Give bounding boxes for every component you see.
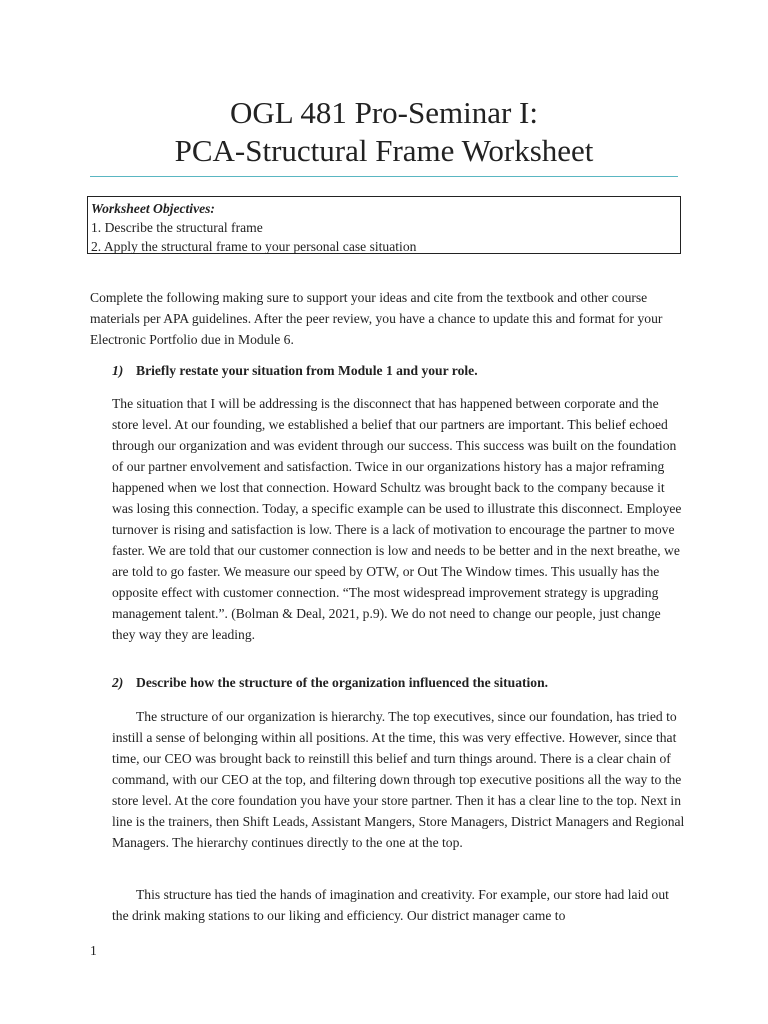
title-line-2: PCA-Structural Frame Worksheet [174,133,594,168]
page-number: 1 [90,943,97,958]
objectives-heading: Worksheet Objectives: [91,201,215,216]
question-text: Describe how the structure of the organization influenced the situation. [136,675,549,690]
question-text: Briefly restate your situation from Module 1 and your role. [136,363,478,378]
objective-item: 1. Describe the structural frame [91,220,263,235]
title-line-1: OGL 481 Pro-Seminar I: [230,95,538,130]
intro-paragraph: Complete the following making sure to support your ideas and cite from the textbook and other course materials per APA guidelines. After the peer review, you have a chance to update this and format for your Electronic Portfolio due in Module 6. [90,290,663,347]
question-number: 1) [112,363,124,378]
answer-paragraph-1: The situation that I will be addressing is the disconnect that has happened between corporate and the store level. At our founding, we established a belief that our partners are important. This belief echoed through our organization and was evident through our success. This success was built on the foundation of our partner envolvement and satisfaction. Twice in our organizations history has a major reframing happened when we lost that connection. Howard Schultz was brought back to the company because it was losing this connection. Today, a specific example can be used to illustrate this disconnect. Employee turnover is rising and satisfaction is low. There is a lack of motivation to encourage the partner to move faster. We are told that our customer connection is low and needs to be better and in the next breathe, we are told to go faster. We measure our speed by OTW, or Out The Window times. This usually has the opposite effect with customer connection. “The most widespread improvement strategy is upgrading management talent.”. (Bolman & Deal, 2021, p.9). We do not need to change our people, just change they way they are leading. [112,396,682,642]
objective-item: 2. Apply the structural frame to your personal case situation [91,239,417,254]
objectives-box [87,196,681,254]
page-title [90,94,678,170]
question-heading-2 [112,673,682,693]
question-heading-1 [112,361,682,381]
answer-paragraph-3: This structure has tied the hands of imagination and creativity. For example, our store had laid out the drink making stations to our liking and efficiency. Our district manager came to [112,887,669,923]
answer-paragraph-2: The structure of our organization is hierarchy. The top executives, since our foundation, has tried to instill a sense of belonging within all positions. At the time, this was very effective. However, since that time, our CEO was brought back to reinstill this belief and turn things around. There is a clear chain of command, with our CEO at the top, and filtering down through top executive positions all the way to the store level. At the core foundation you have your store partner. Then it has a clear line to the top. Next in line is the trainers, then Shift Leads, Assistant Mangers, Store Managers, District Managers and Regional Managers. The hierarchy continues directly to the one at the top. [112,709,685,850]
title-divider [90,176,678,177]
question-number: 2) [112,675,124,690]
